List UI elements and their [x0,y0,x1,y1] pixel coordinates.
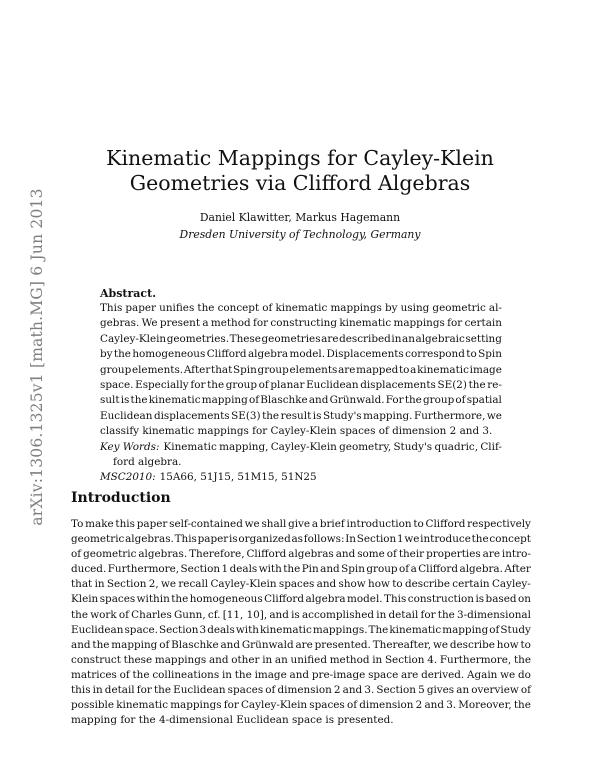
title-line: Kinematic Mappings for Cayley-Klein [106,146,494,170]
affiliation: Dresden University of Technology, Germany [179,228,421,241]
introduction-line: geometric algebras. This paper is organized as follows: In Section 1 we introduce the concept [71,533,531,546]
introduction-line: this in detail for the Euclidean spaces of dimension 2 and 3. Section 5 gives an overview of [71,684,531,697]
introduction-line: duced. Furthermore, Section 1 deals with the Pin and Spin group of a Clifford algebra. After [71,563,531,576]
introduction-line: of geometric algebras. Therefore, Clifford algebras and some of their properties are intro- [71,548,531,561]
msc-line [100,470,502,485]
introduction-line: To make this paper self-contained we shall give a brief introduction to Clifford respectively [71,518,531,530]
paper-title [0,146,600,196]
msc-codes: 15A66, 51J15, 51M15, 51N25 [159,471,317,484]
introduction-line: possible kinematic mappings for Cayley-Klein spaces of dimension 2 and 3. Moreover, the [71,699,531,712]
abstract-line: group elements. After that Spin group elements are mapped to a kinematic image [100,363,502,376]
introduction-line: the work of Charles Gunn, cf. [11, 10], and is accomplished in detail for the 3-dimensional [71,608,531,621]
abstract-line: Cayley-Klein geometries. These geometries are described in an algebraic setting [100,332,502,345]
abstract-line: gebras. We present a method for constructing kinematic mappings for certain [100,317,502,330]
abstract-last-line: classify kinematic mappings for Cayley-Klein spaces of dimension 2 and 3. [100,425,493,438]
title-line: Geometries via Clifford Algebras [129,171,471,195]
abstract-line: sult is the kinematic mapping of Blaschke and Grünwald. For the group of spatial [100,394,502,407]
msc-label: MSC2010: [100,471,156,484]
introduction-line: and the mapping of Blaschke and Grünwald are presented. Thereafter, we describe how to [71,638,531,651]
abstract-body [100,301,502,486]
introduction-line: that in Section 2, we recall Cayley-Klein spaces and show how to describe certain Cayley- [71,578,531,591]
keywords-continuation: ford algebra. [113,455,182,468]
author-list: Daniel Klawitter, Markus Hagemann [199,211,401,224]
abstract-line: space. Especially for the group of planar Euclidean displacements SE(2) the re- [100,378,502,391]
abstract-line: Euclidean displacements SE(3) the result is Study's mapping. Furthermore, we [100,409,502,422]
introduction-body [71,517,531,728]
abstract-line: by the homogeneous Clifford algebra model. Displacements correspond to Spin [100,348,502,361]
arxiv-identifier: arXiv:1306.1325v1 [math.MG] 6 Jun 2013 [28,188,46,526]
introduction-line: Klein spaces within the homogeneous Clifford algebra model. This construction is based on [71,593,531,606]
keywords-label: Key Words: [100,440,160,453]
introduction-line: matrices of the collineations in the image and pre-image space are derived. Again we do [71,668,531,681]
introduction-line: Euclidean space. Section 3 deals with kinematic mappings. The kinematic mapping of Study [71,623,531,636]
introduction-last-line: mapping for the 4-dimensional Euclidean space is presented. [71,714,394,727]
keywords-line: Key Words: Kinematic mapping, Cayley-Klein geometry, Study's quadric, Clif- [100,440,502,455]
abstract-heading: Abstract. [100,287,157,300]
section-heading-introduction: Introduction [71,490,171,506]
introduction-line: construct these mappings and other in an unified method in Section 4. Furthermore, the [71,653,531,666]
abstract-line: This paper unifies the concept of kinematic mappings by using geometric al- [100,302,502,314]
